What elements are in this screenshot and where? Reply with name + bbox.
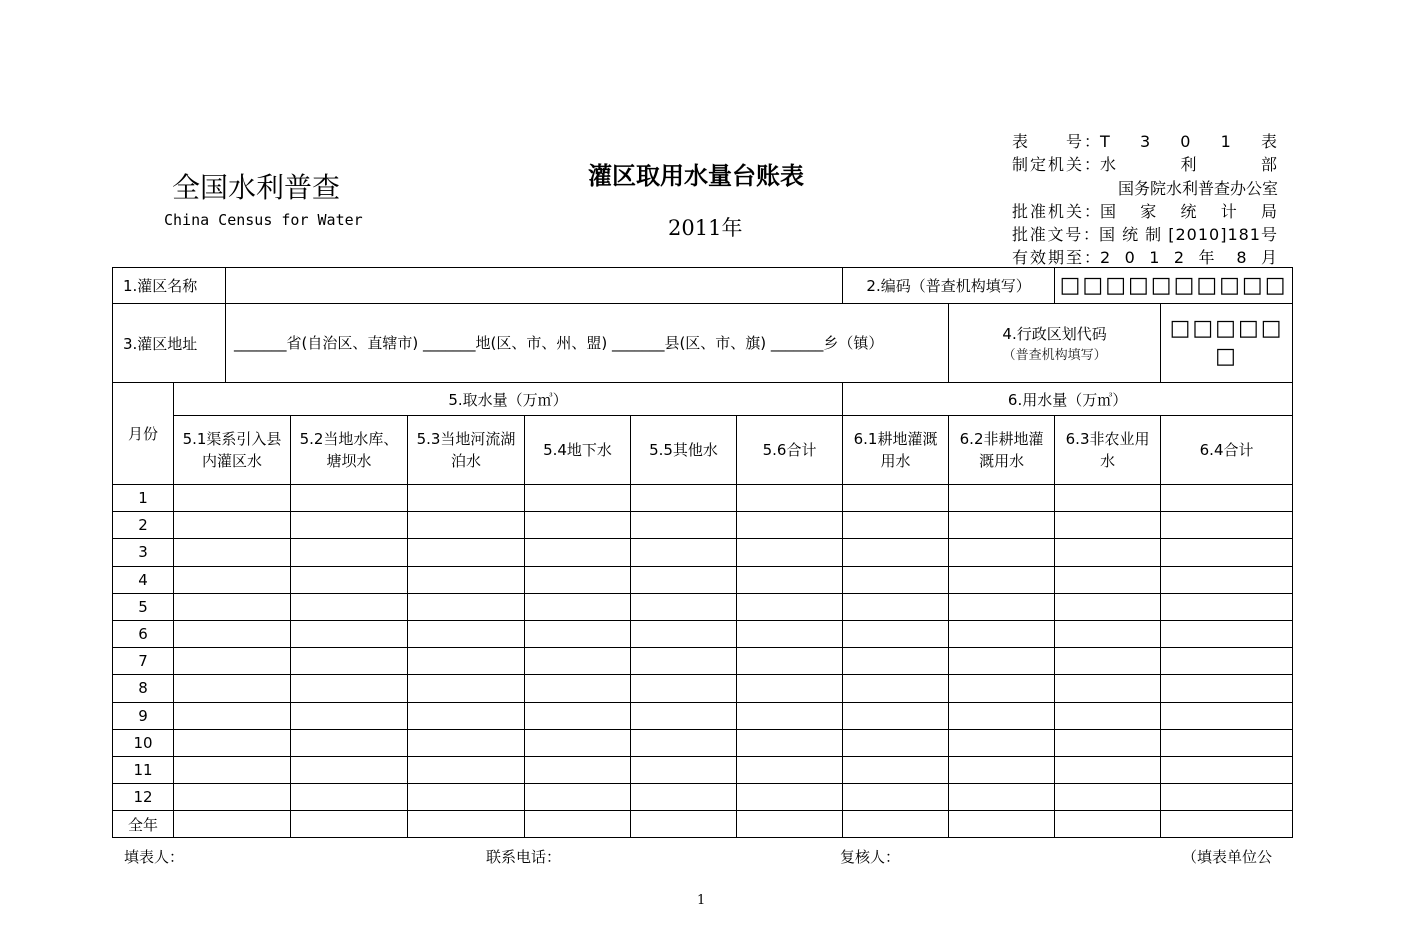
meta-key: 制定机关： (1012, 155, 1100, 175)
meta-value: 国 统 制 [2010]181号 (1098, 225, 1278, 245)
data-cell[interactable] (174, 512, 291, 539)
month-label: 1 (113, 485, 174, 512)
data-cell[interactable] (631, 648, 737, 675)
data-cell[interactable] (525, 485, 631, 512)
data-cell[interactable] (737, 811, 843, 838)
data-cell[interactable] (525, 675, 631, 702)
month-label: 4 (113, 566, 174, 593)
data-cell[interactable] (1161, 648, 1293, 675)
column-header: 6.2非耕地灌溉用水 (949, 416, 1055, 485)
irrigation-name-field[interactable] (226, 268, 843, 304)
form-title: 灌区取用水量台账表 (588, 162, 804, 190)
column-header: 5.5其他水 (631, 416, 737, 485)
data-cell[interactable] (1161, 620, 1293, 647)
data-cell[interactable] (291, 729, 408, 756)
data-cell[interactable] (737, 539, 843, 566)
data-cell[interactable] (843, 593, 949, 620)
meta-key (1012, 177, 1100, 200)
data-cell[interactable] (291, 485, 408, 512)
data-cell[interactable] (1055, 485, 1161, 512)
unit-stamp-label: （填表单位公 (1182, 848, 1273, 866)
data-cell[interactable] (525, 729, 631, 756)
data-cell[interactable] (174, 593, 291, 620)
data-cell[interactable] (843, 620, 949, 647)
data-cell[interactable] (525, 566, 631, 593)
data-cell[interactable] (949, 729, 1055, 756)
data-cell[interactable] (737, 729, 843, 756)
table-row (113, 566, 1293, 593)
table-row (113, 593, 1293, 620)
data-cell[interactable] (174, 784, 291, 811)
data-cell[interactable] (525, 512, 631, 539)
month-label: 9 (113, 702, 174, 729)
data-cell[interactable] (174, 485, 291, 512)
admin-code-boxes[interactable]: □□□□□□ (1161, 304, 1293, 383)
data-cell[interactable] (408, 756, 525, 783)
meta-row (1012, 223, 1278, 246)
data-cell[interactable] (408, 702, 525, 729)
data-cell[interactable] (843, 729, 949, 756)
data-cell[interactable] (737, 675, 843, 702)
data-cell[interactable] (1161, 784, 1293, 811)
data-cell[interactable] (737, 512, 843, 539)
column-header: 5.4地下水 (525, 416, 631, 485)
data-cell[interactable] (408, 485, 525, 512)
month-label: 12 (113, 784, 174, 811)
data-cell[interactable] (1161, 811, 1293, 838)
data-cell[interactable] (174, 811, 291, 838)
data-cell[interactable] (843, 485, 949, 512)
data-cell[interactable] (408, 620, 525, 647)
data-cell[interactable] (291, 648, 408, 675)
data-cell[interactable] (1055, 675, 1161, 702)
reviewer-label: 复核人： (840, 848, 901, 866)
intake-group-header: 5.取水量（万㎥） (174, 383, 843, 416)
data-cell[interactable] (1055, 512, 1161, 539)
data-cell[interactable] (174, 620, 291, 647)
data-cell[interactable] (737, 485, 843, 512)
meta-key: 有效期至： (1012, 248, 1100, 268)
table-row (113, 702, 1293, 729)
data-cell[interactable] (843, 675, 949, 702)
month-label: 7 (113, 648, 174, 675)
meta-key: 批准文号： (1012, 225, 1099, 245)
data-cell[interactable] (1161, 566, 1293, 593)
data-cell[interactable] (291, 675, 408, 702)
data-cell[interactable] (408, 566, 525, 593)
table-row (113, 648, 1293, 675)
data-cell[interactable] (1055, 648, 1161, 675)
data-cell[interactable] (525, 811, 631, 838)
data-cell[interactable] (525, 593, 631, 620)
data-cell[interactable] (949, 593, 1055, 620)
data-cell[interactable] (843, 811, 949, 838)
admin-code-label (949, 304, 1161, 383)
data-cell[interactable] (843, 648, 949, 675)
column-header: 6.4合计 (1161, 416, 1293, 485)
month-label: 全年 (113, 811, 174, 838)
month-label: 6 (113, 620, 174, 647)
data-cell[interactable] (174, 648, 291, 675)
data-cell[interactable] (949, 539, 1055, 566)
data-cell[interactable] (1055, 729, 1161, 756)
form-year: 2011年 (668, 216, 743, 240)
data-cell[interactable] (291, 784, 408, 811)
data-cell[interactable] (949, 648, 1055, 675)
table-row (113, 539, 1293, 566)
data-cell[interactable] (949, 566, 1055, 593)
meta-key: 表 号： (1012, 132, 1100, 151)
month-label: 2 (113, 512, 174, 539)
table-row (113, 756, 1293, 783)
table-row (113, 675, 1293, 702)
data-cell[interactable] (631, 593, 737, 620)
data-cell[interactable] (174, 702, 291, 729)
data-cell[interactable] (737, 620, 843, 647)
data-cell[interactable] (631, 485, 737, 512)
data-cell[interactable] (525, 702, 631, 729)
data-cell[interactable] (737, 784, 843, 811)
data-cell[interactable] (291, 620, 408, 647)
data-cell[interactable] (1161, 512, 1293, 539)
column-header: 6.3非农业用水 (1055, 416, 1161, 485)
data-cell[interactable] (1161, 756, 1293, 783)
data-cell[interactable] (949, 512, 1055, 539)
data-cell[interactable] (408, 729, 525, 756)
data-cell[interactable] (843, 512, 949, 539)
meta-key: 批准机关： (1012, 201, 1100, 221)
code-label: 2.编码（普查机构填写） (843, 268, 1055, 304)
data-cell[interactable] (631, 620, 737, 647)
meta-row (1012, 177, 1278, 200)
data-cell[interactable] (949, 675, 1055, 702)
data-cell[interactable] (1161, 485, 1293, 512)
form-meta (1012, 130, 1278, 270)
table-row (113, 620, 1293, 647)
data-cell[interactable] (408, 593, 525, 620)
data-cell[interactable] (1055, 702, 1161, 729)
month-label: 8 (113, 675, 174, 702)
data-cell[interactable] (1161, 539, 1293, 566)
data-cell[interactable] (408, 539, 525, 566)
data-cell[interactable] (1161, 729, 1293, 756)
data-cell[interactable] (1161, 593, 1293, 620)
data-cell[interactable] (174, 756, 291, 783)
data-cell[interactable] (737, 566, 843, 593)
data-cell[interactable] (949, 756, 1055, 783)
data-cell[interactable] (291, 811, 408, 838)
meta-value: 水 利 部 (1100, 155, 1278, 175)
data-cell[interactable] (408, 512, 525, 539)
data-cell[interactable] (291, 566, 408, 593)
data-cell[interactable] (631, 675, 737, 702)
data-cell[interactable] (737, 648, 843, 675)
data-cell[interactable] (631, 811, 737, 838)
column-header: 5.1渠系引入县内灌区水 (174, 416, 291, 485)
data-cell[interactable] (631, 539, 737, 566)
table-row (113, 729, 1293, 756)
data-cell[interactable] (1055, 620, 1161, 647)
data-cell[interactable] (291, 593, 408, 620)
meta-value: 2 0 1 2 年 8 月 (1100, 248, 1278, 268)
data-cell[interactable] (525, 539, 631, 566)
data-cell[interactable] (949, 485, 1055, 512)
code-boxes[interactable]: □□□□□□□□□□ (1055, 268, 1293, 304)
data-cell[interactable] (291, 539, 408, 566)
data-cell[interactable] (843, 756, 949, 783)
column-header: 5.2当地水库、塘坝水 (291, 416, 408, 485)
data-cell[interactable] (1055, 811, 1161, 838)
brand-title-cn: 全国水利普查 (172, 171, 341, 204)
data-cell[interactable] (843, 702, 949, 729)
data-cell[interactable] (949, 811, 1055, 838)
month-label: 5 (113, 593, 174, 620)
month-label: 10 (113, 729, 174, 756)
meta-row (1012, 153, 1278, 176)
meta-value: 国 家 统 计 局 (1100, 201, 1278, 221)
page-number: 1 (697, 893, 706, 908)
data-cell[interactable] (843, 539, 949, 566)
meta-row (1012, 200, 1278, 223)
month-label: 11 (113, 756, 174, 783)
data-cell[interactable] (631, 756, 737, 783)
data-cell[interactable] (1055, 566, 1161, 593)
data-cell[interactable] (174, 566, 291, 593)
usage-group-header: 6.用水量（万㎥） (843, 383, 1293, 416)
phone-label: 联系电话： (486, 848, 562, 866)
column-header: 5.3当地河流湖泊水 (408, 416, 525, 485)
data-cell[interactable] (408, 675, 525, 702)
data-cell[interactable] (525, 756, 631, 783)
column-header: 6.1耕地灌溉用水 (843, 416, 949, 485)
data-cell[interactable] (737, 756, 843, 783)
brand-title-en: China Census for Water (164, 211, 363, 229)
data-cell[interactable] (291, 756, 408, 783)
column-header: 5.6合计 (737, 416, 843, 485)
data-cell[interactable] (737, 593, 843, 620)
admin-code-note: （普查机构填写） (1002, 348, 1107, 363)
table-row (113, 784, 1293, 811)
data-cell[interactable] (631, 512, 737, 539)
table-row (113, 485, 1293, 512)
data-cell[interactable] (843, 784, 949, 811)
data-cell[interactable] (1055, 756, 1161, 783)
data-cell[interactable] (1055, 593, 1161, 620)
table-row (113, 512, 1293, 539)
month-label: 3 (113, 539, 174, 566)
data-cell[interactable] (408, 648, 525, 675)
data-cell[interactable] (843, 566, 949, 593)
data-cell[interactable] (949, 620, 1055, 647)
data-cell[interactable] (949, 702, 1055, 729)
table-row (113, 811, 1293, 838)
data-cell[interactable] (174, 539, 291, 566)
data-cell[interactable] (525, 784, 631, 811)
data-cell[interactable] (1055, 784, 1161, 811)
data-cell[interactable] (525, 648, 631, 675)
data-cell[interactable] (525, 620, 631, 647)
data-cell[interactable] (631, 729, 737, 756)
irrigation-name-label: 1.灌区名称 (113, 268, 226, 304)
data-cell[interactable] (1055, 539, 1161, 566)
irrigation-address-label: 3.灌区地址 (113, 304, 226, 383)
data-cell[interactable] (631, 702, 737, 729)
data-cell[interactable] (291, 512, 408, 539)
data-cell[interactable] (737, 702, 843, 729)
data-cell[interactable] (291, 702, 408, 729)
data-cell[interactable] (1161, 702, 1293, 729)
admin-code-title: 4.行政区划代码 (1002, 325, 1107, 343)
meta-value: T 3 0 1 表 (1100, 132, 1278, 151)
month-header: 月份 (113, 383, 174, 485)
water-ledger-table (112, 267, 1293, 838)
data-cell[interactable] (174, 675, 291, 702)
data-cell[interactable] (174, 729, 291, 756)
filler-label: 填表人： (124, 848, 185, 866)
irrigation-address-field[interactable]: _______省(自治区、直辖市) _______地(区、市、州、盟) _______县(区、市、旗) _______乡（镇） (226, 304, 949, 383)
data-cell[interactable] (631, 566, 737, 593)
meta-row (1012, 130, 1278, 153)
data-cell[interactable] (408, 811, 525, 838)
data-cell[interactable] (1161, 675, 1293, 702)
meta-value: 国务院水利普查办公室 (1117, 178, 1278, 198)
data-cell[interactable] (949, 784, 1055, 811)
data-cell[interactable] (408, 784, 525, 811)
data-cell[interactable] (631, 784, 737, 811)
